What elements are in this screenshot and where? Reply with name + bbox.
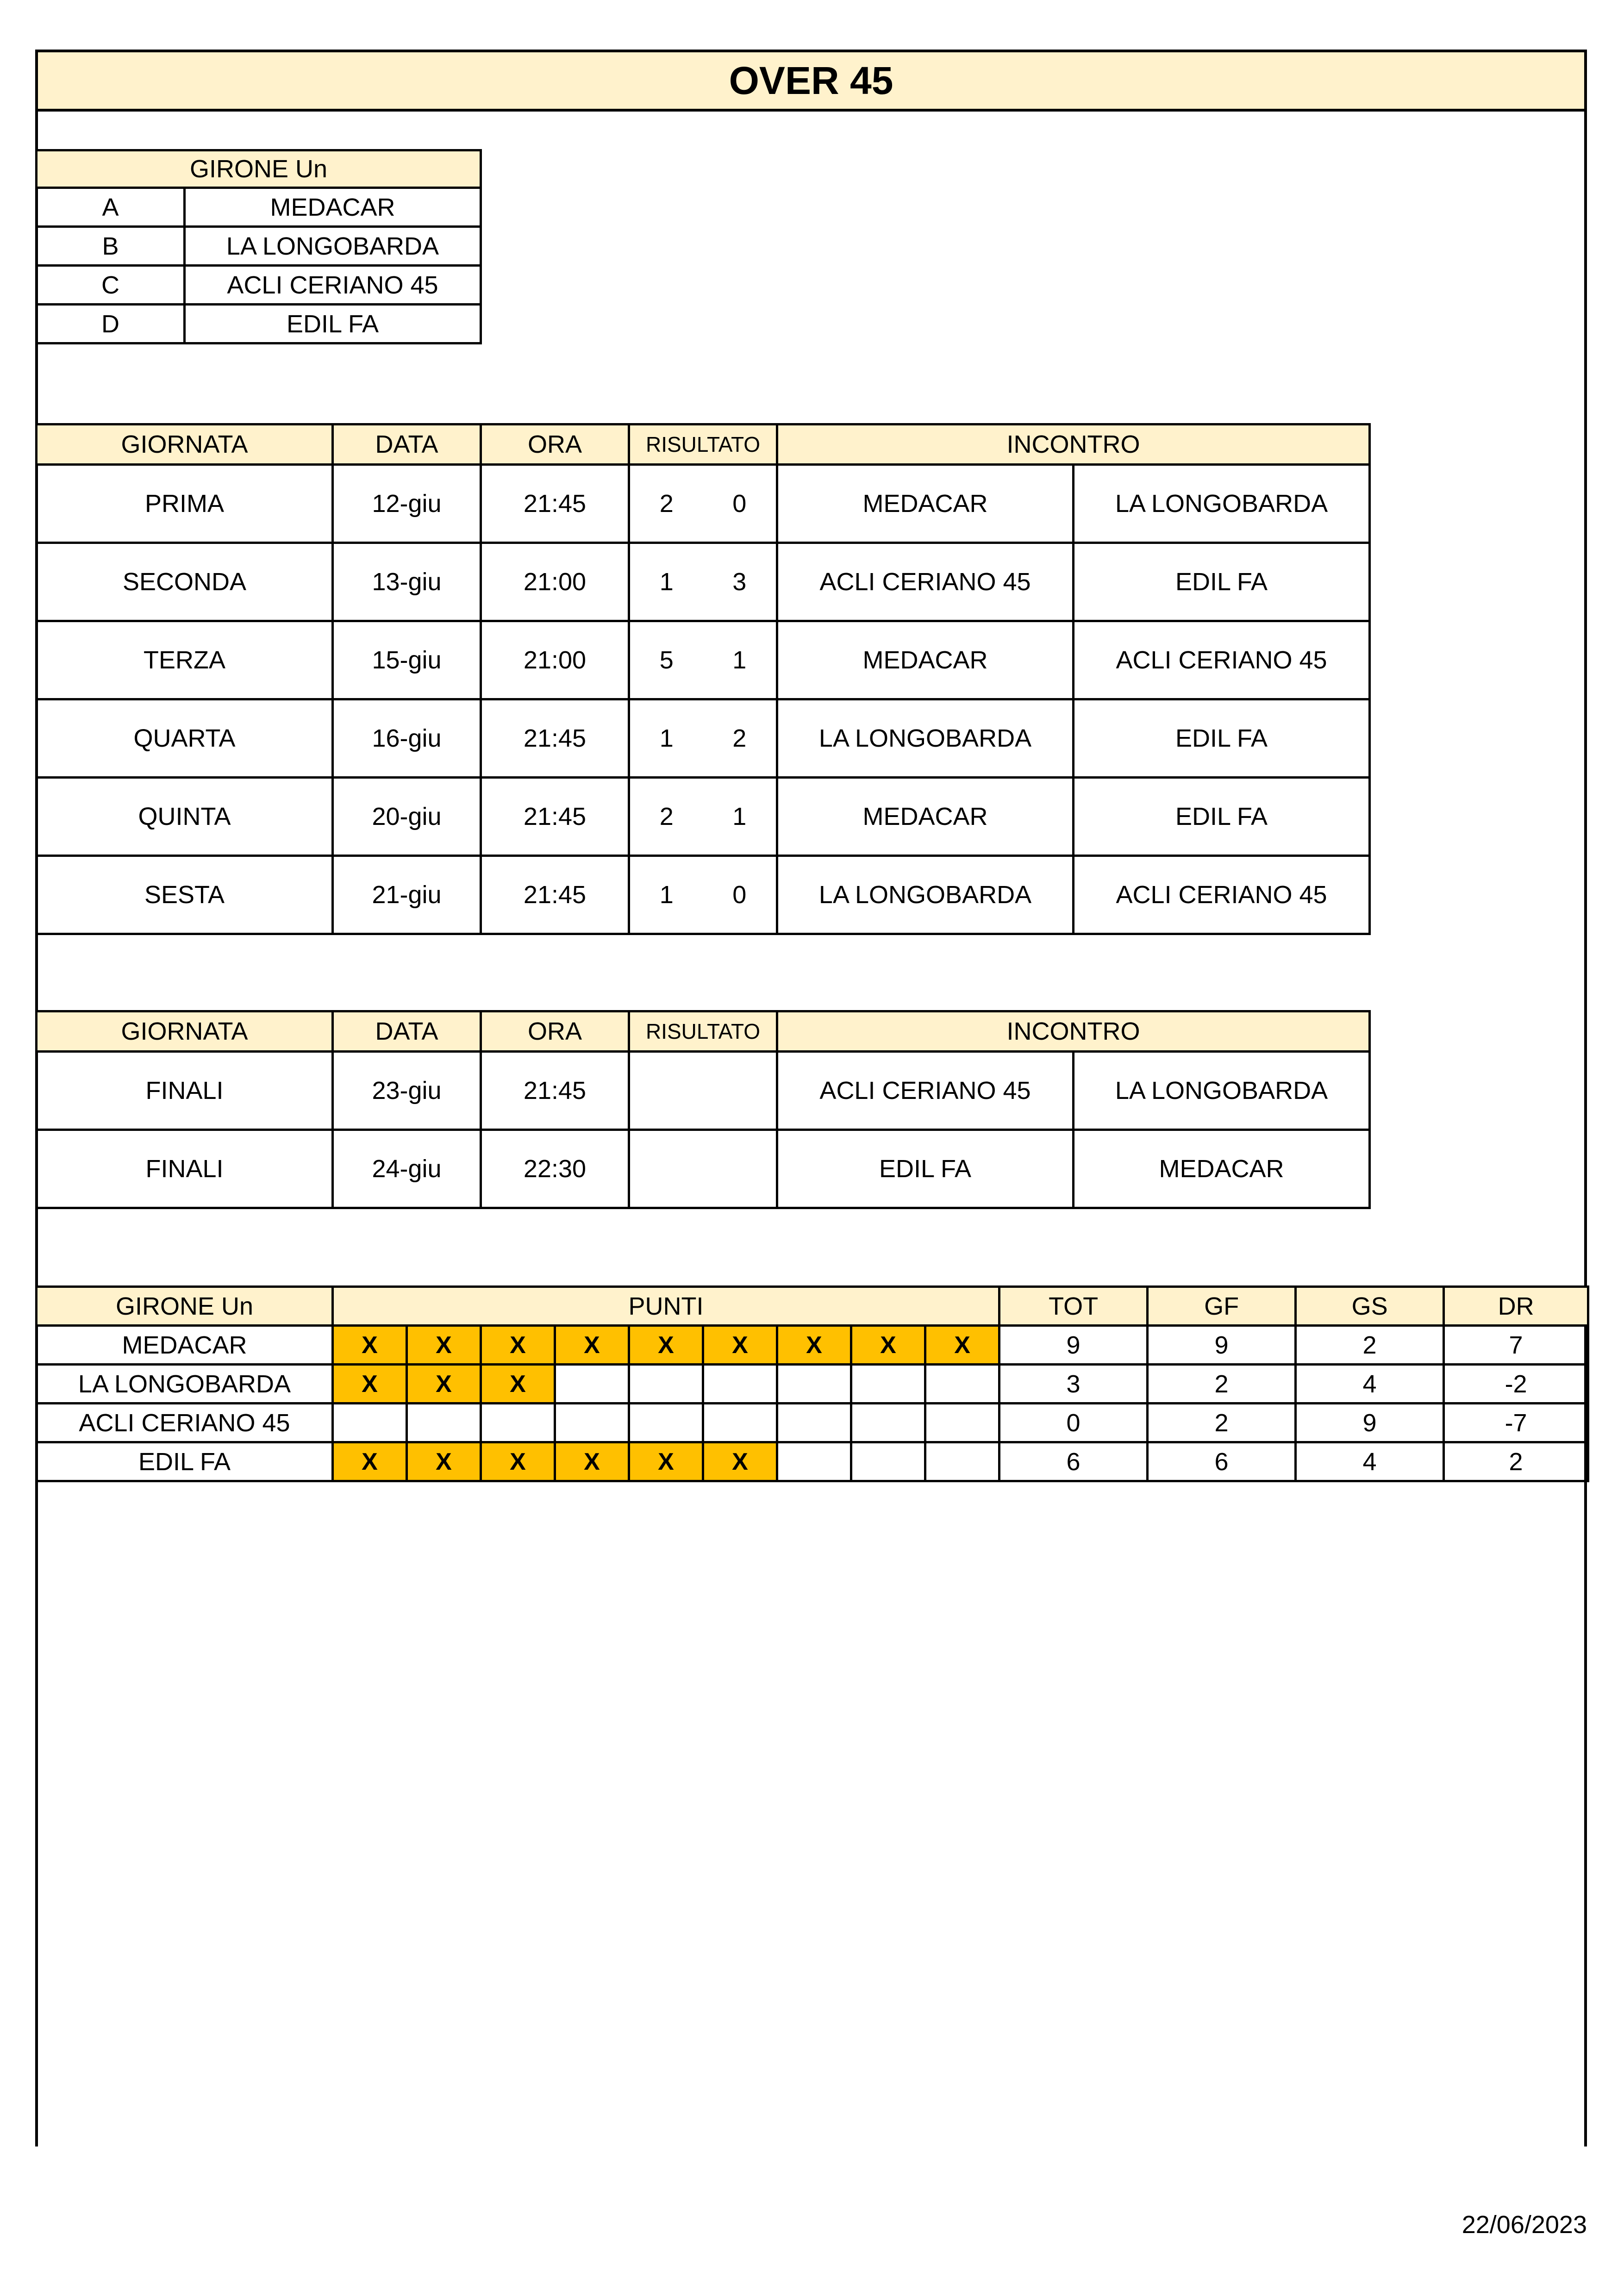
point-mark: X <box>555 1326 629 1365</box>
away-goals: 0 <box>703 465 777 543</box>
point-mark: X <box>703 1442 777 1481</box>
home-team: ACLI CERIANO 45 <box>777 1052 1074 1130</box>
col-giornata: GIORNATA <box>37 1011 333 1052</box>
standing-gs: 4 <box>1296 1365 1444 1404</box>
group-table <box>35 149 482 344</box>
match-time: 21:45 <box>481 856 629 934</box>
group-team: LA LONGOBARDA <box>185 227 481 266</box>
col-data: DATA <box>333 424 481 465</box>
col-gf: GF <box>1148 1287 1296 1326</box>
standing-gf: 6 <box>1148 1442 1296 1481</box>
table-row <box>37 227 481 266</box>
point-empty <box>333 1404 407 1442</box>
match-date: 20-giu <box>333 778 481 856</box>
standing-gf: 2 <box>1148 1365 1296 1404</box>
matches-table <box>35 423 1371 935</box>
home-team: LA LONGOBARDA <box>777 699 1074 778</box>
standing-dr: 7 <box>1444 1326 1588 1365</box>
col-tot: TOT <box>999 1287 1148 1326</box>
away-team: ACLI CERIANO 45 <box>1074 856 1370 934</box>
point-empty <box>555 1365 629 1404</box>
match-time: 21:00 <box>481 543 629 621</box>
group-table-header: GIRONE Un <box>37 150 481 188</box>
home-team: LA LONGOBARDA <box>777 856 1074 934</box>
match-giornata: PRIMA <box>37 465 333 543</box>
final-time: 22:30 <box>481 1130 629 1208</box>
table-row <box>37 465 1370 543</box>
match-time: 21:45 <box>481 465 629 543</box>
match-time: 21:45 <box>481 699 629 778</box>
point-mark: X <box>555 1442 629 1481</box>
point-empty <box>629 1404 703 1442</box>
table-header-row <box>37 1287 1588 1326</box>
standing-tot: 6 <box>999 1442 1148 1481</box>
table-row <box>37 621 1370 699</box>
point-empty <box>629 1365 703 1404</box>
point-mark: X <box>851 1326 925 1365</box>
group-letter: B <box>37 227 185 266</box>
finals-table <box>35 1010 1371 1209</box>
col-incontro: INCONTRO <box>777 424 1370 465</box>
point-mark: X <box>481 1442 555 1481</box>
standing-gf: 2 <box>1148 1404 1296 1442</box>
standing-team: MEDACAR <box>37 1326 333 1365</box>
standing-team: LA LONGOBARDA <box>37 1365 333 1404</box>
table-row <box>37 188 481 227</box>
home-team: MEDACAR <box>777 778 1074 856</box>
match-giornata: SECONDA <box>37 543 333 621</box>
away-goals: 3 <box>703 543 777 621</box>
standing-team: EDIL FA <box>37 1442 333 1481</box>
home-team: EDIL FA <box>777 1130 1074 1208</box>
table-row <box>37 1052 1370 1130</box>
point-mark: X <box>481 1326 555 1365</box>
point-mark: X <box>333 1326 407 1365</box>
table-row <box>37 543 1370 621</box>
col-dr: DR <box>1444 1287 1588 1326</box>
table-row <box>37 305 481 343</box>
point-mark: X <box>333 1442 407 1481</box>
point-empty <box>925 1365 999 1404</box>
final-result <box>629 1052 777 1130</box>
group-team: ACLI CERIANO 45 <box>185 266 481 305</box>
table-row <box>37 1326 1588 1365</box>
standing-tot: 9 <box>999 1326 1148 1365</box>
match-date: 15-giu <box>333 621 481 699</box>
home-team: MEDACAR <box>777 621 1074 699</box>
point-mark: X <box>629 1442 703 1481</box>
point-empty <box>407 1404 481 1442</box>
standing-tot: 0 <box>999 1404 1148 1442</box>
final-result <box>629 1130 777 1208</box>
final-time: 21:45 <box>481 1052 629 1130</box>
table-row <box>37 778 1370 856</box>
match-date: 12-giu <box>333 465 481 543</box>
point-empty <box>555 1404 629 1442</box>
page-title: OVER 45 <box>35 50 1587 112</box>
home-team: ACLI CERIANO 45 <box>777 543 1074 621</box>
col-ora: ORA <box>481 1011 629 1052</box>
match-time: 21:00 <box>481 621 629 699</box>
home-goals: 2 <box>629 778 703 856</box>
away-team: EDIL FA <box>1074 543 1370 621</box>
point-empty <box>925 1404 999 1442</box>
point-mark: X <box>407 1365 481 1404</box>
standing-dr: -7 <box>1444 1404 1588 1442</box>
home-goals: 1 <box>629 543 703 621</box>
away-team: MEDACAR <box>1074 1130 1370 1208</box>
point-empty <box>777 1365 851 1404</box>
point-mark: X <box>407 1326 481 1365</box>
match-time: 21:45 <box>481 778 629 856</box>
table-row <box>37 1404 1588 1442</box>
group-letter: C <box>37 266 185 305</box>
col-risultato: RISULTATO <box>629 1011 777 1052</box>
final-date: 23-giu <box>333 1052 481 1130</box>
away-team: LA LONGOBARDA <box>1074 465 1370 543</box>
point-mark: X <box>481 1365 555 1404</box>
home-team: MEDACAR <box>777 465 1074 543</box>
group-letter: D <box>37 305 185 343</box>
home-goals: 1 <box>629 699 703 778</box>
table-row <box>37 1130 1370 1208</box>
point-empty <box>777 1404 851 1442</box>
table-row <box>37 699 1370 778</box>
col-risultato: RISULTATO <box>629 424 777 465</box>
standings-table <box>35 1285 1589 1482</box>
match-date: 21-giu <box>333 856 481 934</box>
point-empty <box>851 1365 925 1404</box>
table-row <box>37 1365 1588 1404</box>
match-date: 13-giu <box>333 543 481 621</box>
home-goals: 5 <box>629 621 703 699</box>
point-empty <box>777 1442 851 1481</box>
col-punti: PUNTI <box>333 1287 999 1326</box>
away-goals: 1 <box>703 778 777 856</box>
match-giornata: QUARTA <box>37 699 333 778</box>
standing-gf: 9 <box>1148 1326 1296 1365</box>
table-header-row <box>37 424 1370 465</box>
standing-gs: 9 <box>1296 1404 1444 1442</box>
point-mark: X <box>925 1326 999 1365</box>
standing-gs: 4 <box>1296 1442 1444 1481</box>
away-team: EDIL FA <box>1074 699 1370 778</box>
match-giornata: QUINTA <box>37 778 333 856</box>
standing-gs: 2 <box>1296 1326 1444 1365</box>
point-empty <box>851 1442 925 1481</box>
away-team: EDIL FA <box>1074 778 1370 856</box>
point-mark: X <box>777 1326 851 1365</box>
point-mark: X <box>703 1326 777 1365</box>
point-empty <box>703 1404 777 1442</box>
standing-team: ACLI CERIANO 45 <box>37 1404 333 1442</box>
point-empty <box>851 1404 925 1442</box>
footer-date: 22/06/2023 <box>1462 2211 1587 2239</box>
group-letter: A <box>37 188 185 227</box>
point-mark: X <box>629 1326 703 1365</box>
col-ora: ORA <box>481 424 629 465</box>
final-date: 24-giu <box>333 1130 481 1208</box>
final-giornata: FINALI <box>37 1130 333 1208</box>
col-giornata: GIORNATA <box>37 424 333 465</box>
point-mark: X <box>407 1442 481 1481</box>
col-data: DATA <box>333 1011 481 1052</box>
away-team: ACLI CERIANO 45 <box>1074 621 1370 699</box>
match-date: 16-giu <box>333 699 481 778</box>
final-giornata: FINALI <box>37 1052 333 1130</box>
standing-tot: 3 <box>999 1365 1148 1404</box>
col-incontro: INCONTRO <box>777 1011 1370 1052</box>
col-gs: GS <box>1296 1287 1444 1326</box>
point-empty <box>703 1365 777 1404</box>
home-goals: 2 <box>629 465 703 543</box>
point-mark: X <box>333 1365 407 1404</box>
away-goals: 2 <box>703 699 777 778</box>
match-giornata: SESTA <box>37 856 333 934</box>
group-team: MEDACAR <box>185 188 481 227</box>
away-team: LA LONGOBARDA <box>1074 1052 1370 1130</box>
away-goals: 1 <box>703 621 777 699</box>
away-goals: 0 <box>703 856 777 934</box>
table-header-row <box>37 1011 1370 1052</box>
col-group: GIRONE Un <box>37 1287 333 1326</box>
point-empty <box>925 1442 999 1481</box>
standing-dr: -2 <box>1444 1365 1588 1404</box>
match-giornata: TERZA <box>37 621 333 699</box>
group-team: EDIL FA <box>185 305 481 343</box>
table-row <box>37 1442 1588 1481</box>
table-row <box>37 266 481 305</box>
home-goals: 1 <box>629 856 703 934</box>
table-row <box>37 856 1370 934</box>
standing-dr: 2 <box>1444 1442 1588 1481</box>
point-empty <box>481 1404 555 1442</box>
